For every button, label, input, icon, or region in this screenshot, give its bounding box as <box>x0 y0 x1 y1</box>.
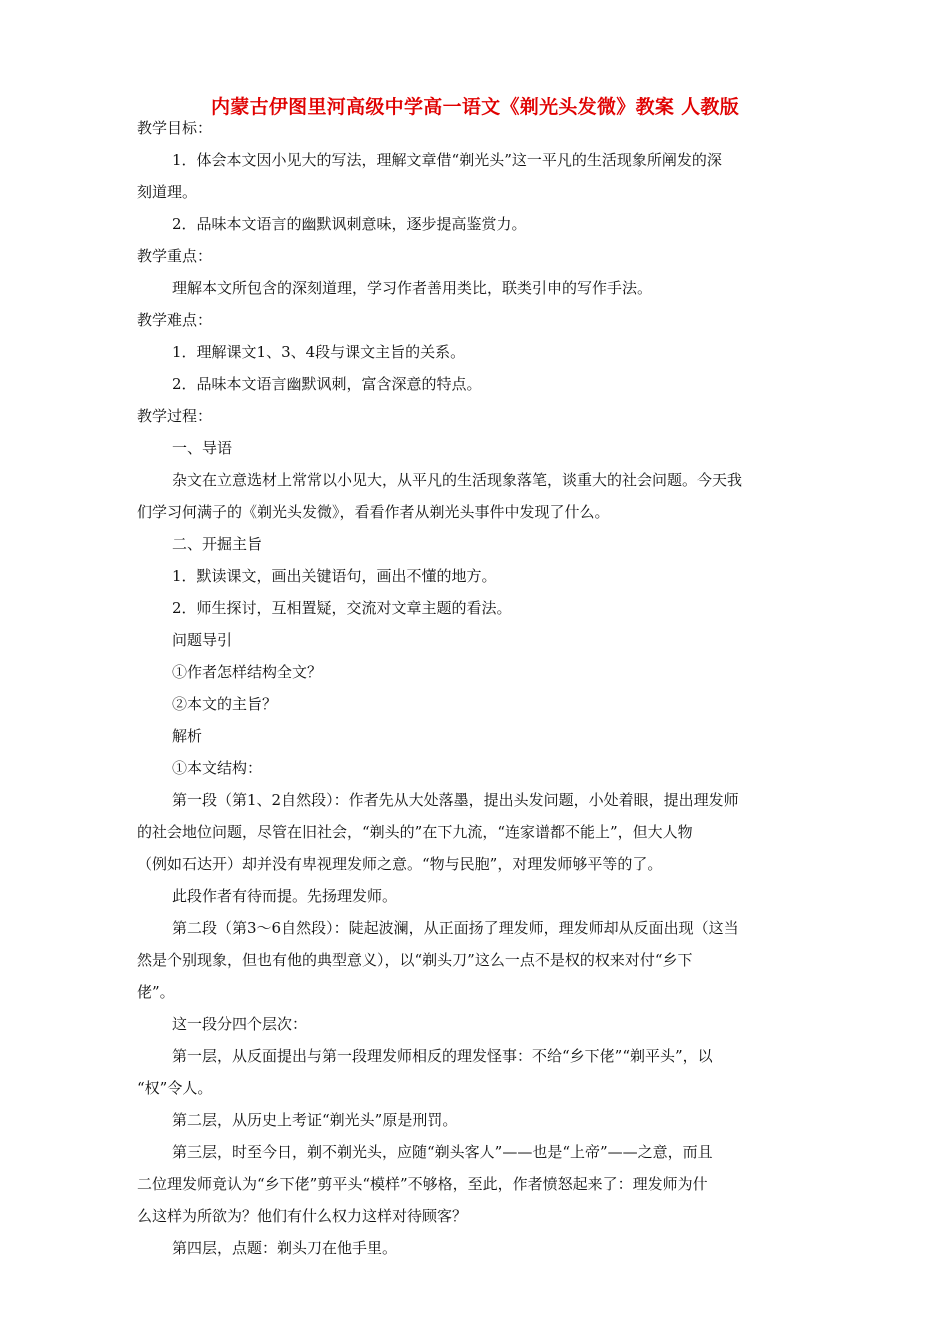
paragraph-line: 2．品味本文语言幽默讽刺，富含深意的特点。 <box>172 375 482 393</box>
section-heading: 二、开掘主旨 <box>172 535 263 553</box>
paragraph-line: （例如石达开）却并没有卑视理发师之意。“物与民胞”，对理发师够平等的了。 <box>137 855 663 873</box>
paragraph-line: 第二层，从历史上考证“剃光头”原是刑罚。 <box>172 1111 458 1129</box>
document-title: 内蒙古伊图里河高级中学高一语文《剃光头发微》教案 人教版 <box>210 96 740 118</box>
heading-teaching-process: 教学过程： <box>137 407 213 425</box>
section-heading: 一、导语 <box>172 439 233 457</box>
paragraph-line: 问题导引 <box>172 631 233 649</box>
paragraph-line: 2．品味本文语言的幽默讽刺意味，逐步提高鉴赏力。 <box>172 215 527 233</box>
paragraph-line: ①作者怎样结构全文？ <box>172 663 323 681</box>
heading-key-points: 教学重点： <box>137 247 213 265</box>
paragraph-line: 1．理解课文1、3、4段与课文主旨的关系。 <box>172 343 466 361</box>
paragraph-line: 刻道理。 <box>137 183 198 201</box>
paragraph-line: “权”令人。 <box>137 1079 213 1097</box>
paragraph-line: 第一层，从反面提出与第一段理发师相反的理发怪事：不给“乡下佬”“剃平头”，以 <box>172 1047 713 1065</box>
paragraph-line: 杂文在立意选材上常常以小见大，从平凡的生活现象落笔，谈重大的社会问题。今天我 <box>172 471 743 489</box>
paragraph-line: 第二段（第3～6自然段）：陡起波澜，从正面扬了理发师，理发师却从反面出现（这当 <box>172 919 739 937</box>
paragraph-line: 佬”。 <box>137 983 175 1001</box>
paragraph-line: 然是个别现象，但也有他的典型意义），以“剃头刀”这么一点不是权的权来对付“乡下 <box>137 951 693 969</box>
paragraph-line: 第一段（第1、2自然段）：作者先从大处落墨，提出头发问题，小处着眼，提出理发师 <box>172 791 739 809</box>
paragraph-line: ①本文结构： <box>172 759 263 777</box>
paragraph-line: 二位理发师竟认为“乡下佬”剪平头“模样”不够格，至此，作者愤怒起来了：理发师为什 <box>137 1175 708 1193</box>
paragraph-line: 第四层，点题：剃头刀在他手里。 <box>172 1239 398 1257</box>
paragraph-line: 们学习何满子的《剃光头发微》，看看作者从剃光头事件中发现了什么。 <box>137 503 610 521</box>
paragraph-line: 理解本文所包含的深刻道理，学习作者善用类比，联类引申的写作手法。 <box>172 279 653 297</box>
paragraph-line: 解析 <box>172 727 203 745</box>
paragraph-line: 的社会地位问题，尽管在旧社会，“剃头的”在下九流，“连家谱都不能上”，但大人物 <box>137 823 693 841</box>
paragraph-line: 这一段分四个层次： <box>172 1015 308 1033</box>
heading-difficulties: 教学难点： <box>137 311 213 329</box>
paragraph-line: 1．默读课文，画出关键语句，画出不懂的地方。 <box>172 567 497 585</box>
paragraph-line: 第三层，时至今日，剃不剃光头，应随“剃头客人”——也是“上帝”——之意，而且 <box>172 1143 713 1161</box>
paragraph-line: 1．体会本文因小见大的写法，理解文章借“剃光头”这一平凡的生活现象所阐发的深 <box>172 151 722 169</box>
paragraph-line: ②本文的主旨？ <box>172 695 278 713</box>
paragraph-line: 此段作者有待而提。先扬理发师。 <box>172 887 398 905</box>
paragraph-line: 2．师生探讨，互相置疑，交流对文章主题的看法。 <box>172 599 512 617</box>
heading-teaching-goals: 教学目标： <box>137 119 213 137</box>
paragraph-line: 么这样为所欲为？他们有什么权力这样对待顾客？ <box>137 1207 468 1225</box>
